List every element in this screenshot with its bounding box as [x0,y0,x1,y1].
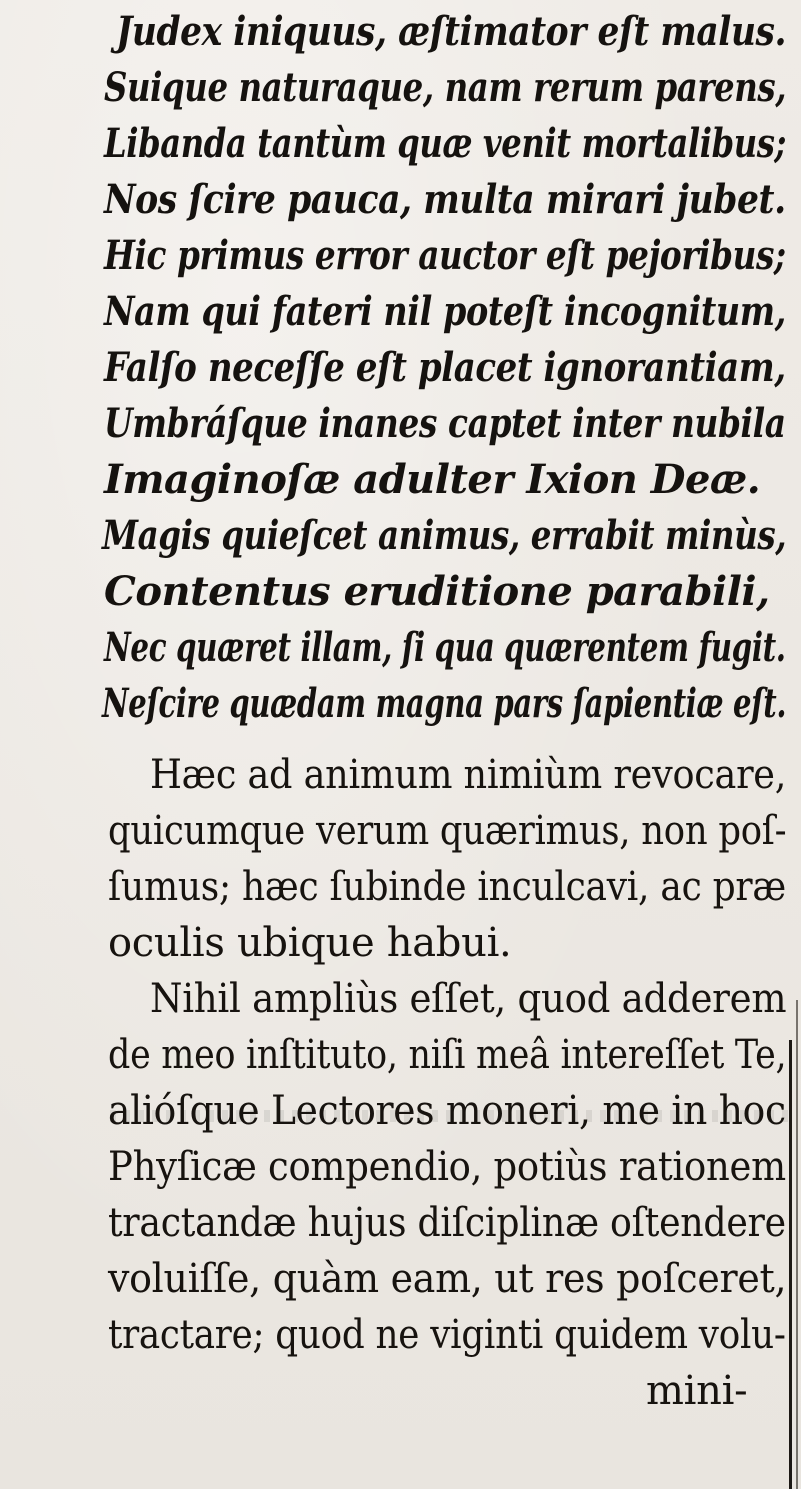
prose-line: Nihil ampliùs eſſet, quod adderem [150,976,787,1022]
prose-line: voluiſſe, quàm eam, ut res poſceret, [108,1256,787,1302]
verse-line: Judex iniquus, æſtimator eſt malus. [116,8,787,55]
verse-line: Neſcire quædam magna pars ſapientiæ eſt. [102,680,787,727]
verse-line: Umbráſque inanes captet inter nubila [104,400,786,447]
verse-line: Falſo neceſſe eſt placet ignorantiam, [104,344,786,391]
verse-line: Contentus eruditione parabili, [104,568,770,615]
verse-line: Suique naturaque, nam rerum parens, [104,64,787,111]
prose-line: de meo inſtituto, niſi meâ intereſſet Te, [108,1032,787,1078]
prose-line: ſumus; hæc ſubinde inculcavi, ac præ [108,864,786,910]
verse-line: Nos ſcire pauca, multa mirari jubet. [104,176,786,223]
prose-line: tractare; quod ne viginti quidem volu- [108,1312,786,1358]
prose-line: quicumque verum quærimus, non poſ- [108,808,787,854]
prose-line: Phyſicæ compendio, potiùs rationem [108,1144,786,1190]
prose-line: alióſque Lectores moneri, me in hoc [108,1088,786,1134]
verse-line: Imaginoſæ adulter Ixion Deæ. [104,456,761,503]
verse-line: Nam qui fateri nil poteſt incognitum, [104,288,786,335]
page-edge-shadow [796,1000,798,1489]
verse-line: Nec quæret illam, ſi qua quærentem fugit. [104,624,786,671]
verse-line: Magis quieſcet animus, errabit minùs, [102,512,787,559]
verse-line: Libanda tantùm quæ venit mortalibus; [104,120,787,167]
prose-line: oculis ubique habui. [108,920,512,966]
prose-line: Hæc ad animum nimiùm revocare, [150,752,787,798]
page-edge-rule [789,1040,792,1489]
verse-line: Hic primus error auctor eſt pejoribus; [104,232,786,279]
prose-line: tractandæ hujus diſciplinæ oſtendere [108,1200,786,1246]
prose-line: mini- [646,1368,748,1414]
